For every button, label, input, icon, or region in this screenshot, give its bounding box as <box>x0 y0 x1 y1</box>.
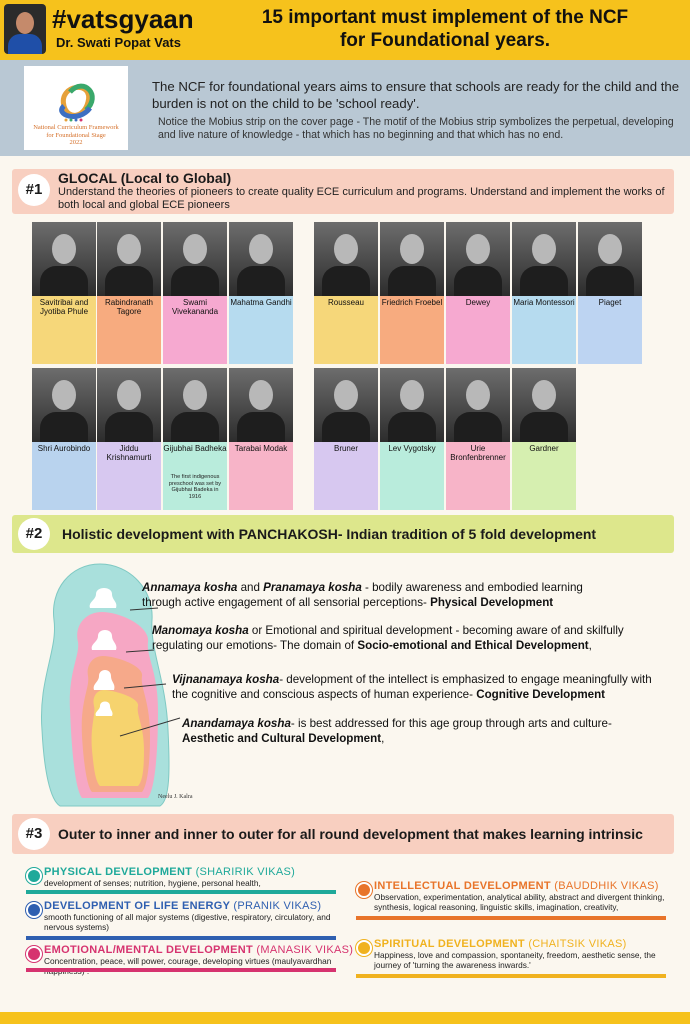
pioneer-card <box>229 368 293 510</box>
development-underline <box>26 890 336 894</box>
kosha-name: Manomaya kosha <box>152 624 249 637</box>
pioneer-portrait <box>32 368 96 442</box>
development-title <box>44 944 353 956</box>
development-name: SPIRITUAL DEVELOPMENT <box>374 938 529 950</box>
kosha-description: - development of the intellect is emphasized to engage meaningfully with the cognitive and conscious aspects of human experience- <box>172 673 652 701</box>
development-hindi-name: (SHARIRIK VIKAS) <box>195 866 296 878</box>
kosha-domain: Cognitive Development <box>476 688 606 701</box>
pioneer-name: Dewey <box>465 298 491 307</box>
pioneer-card <box>32 368 96 510</box>
author-name: Dr. Swati Popat Vats <box>56 35 181 50</box>
pioneer-card <box>512 222 576 364</box>
kosha-end: , <box>588 639 592 652</box>
kosha-name: Annamaya kosha <box>142 581 238 594</box>
development-dot-icon <box>26 946 42 962</box>
kosha-domain: Physical Development <box>430 596 554 609</box>
pioneer-name: Friedrich Froebel <box>381 298 443 307</box>
development-underline <box>26 936 336 940</box>
footer-bar <box>0 1012 690 1024</box>
section-1-number: #1 <box>18 174 50 206</box>
pioneer-portrait <box>380 222 444 296</box>
development-underline <box>356 974 666 978</box>
development-dot-icon <box>356 882 372 898</box>
pioneer-portrait <box>446 368 510 442</box>
intro-text: The NCF for foundational years aims to ensure that schools are ready for the child and the burden is not on the child to be 'school ready'. <box>152 79 680 111</box>
development-title <box>44 900 321 912</box>
pioneer-card <box>380 222 444 364</box>
pioneer-portrait <box>314 222 378 296</box>
development-hindi-name: (MANASIK VIKAS) <box>256 944 354 956</box>
section-2-number: #2 <box>18 518 50 550</box>
kosha-end: , <box>381 732 385 745</box>
brand-block <box>0 0 200 56</box>
development-title <box>44 866 295 878</box>
development-dot-icon <box>356 940 372 956</box>
page-title <box>210 6 680 52</box>
kosha-item <box>182 716 662 746</box>
development-description: Happiness, love and compassion, spontaneity, freedom, aesthetic sense, the journey of 'turning the awareness inwards.' <box>374 950 656 970</box>
mobius-note: Notice the Mobius strip on the cover page - The motif of the Mobius strip symbolizes the perpetual, developing and live nature of knowledge - that which has no beginning and that which has no end. <box>158 116 674 141</box>
development-hindi-name: (BAUDDHIK VIKAS) <box>554 880 659 892</box>
section-1-subtitle: Understand the theories of pioneers to create quality ECE curriculum and programs. Understand and implement the works of both local and global ECE pioneers <box>58 186 665 211</box>
development-underline <box>356 916 666 920</box>
kosha-name: Vijnanamaya kosha <box>172 673 280 686</box>
development-name: INTELLECTUAL DEVELOPMENT <box>374 880 555 892</box>
logo-text-1: National Curriculum Framework <box>33 124 119 131</box>
author-avatar <box>4 4 46 54</box>
pioneer-card <box>314 222 378 364</box>
kosha-domain: Socio-emotional and Ethical Development <box>357 639 589 652</box>
kosha-name-2: Pranamaya kosha <box>263 581 362 594</box>
kosha-description: or Emotional and spiritual development - becoming aware of and skilfully regulating our emotions- The domain of <box>152 624 624 652</box>
section-1-title: GLOCAL (Local to Global) <box>58 170 232 186</box>
logo-year: 2022 <box>69 139 83 146</box>
pioneer-portrait <box>512 368 576 442</box>
development-name: PHYSICAL DEVELOPMENT <box>44 866 196 878</box>
pioneer-name: Jiddu Krishnamurti <box>106 444 152 462</box>
pioneer-portrait <box>97 222 161 296</box>
pioneer-card <box>314 368 378 510</box>
development-description: smooth functioning of all major systems (digestive, respiratory, circulatory, and nervous systems) <box>44 912 331 932</box>
pioneer-name: Rousseau <box>327 298 365 307</box>
kosha-name: Anandamaya kosha <box>182 717 291 730</box>
pioneer-name: Swami Vivekananda <box>171 298 219 316</box>
pioneer-name: Piaget <box>598 298 622 307</box>
pioneer-portrait <box>512 222 576 296</box>
development-item <box>26 944 354 984</box>
development-name: EMOTIONAL/MENTAL DEVELOPMENT <box>44 944 257 956</box>
pioneer-portrait <box>163 222 227 296</box>
pioneer-card <box>229 222 293 364</box>
pioneer-name: Savitribai and Jyotiba Phule <box>39 298 89 316</box>
development-name: DEVELOPMENT OF LIFE ENERGY <box>44 900 234 912</box>
artist-signature: Neelu J. Kalra <box>158 794 193 800</box>
pioneer-name: Maria Montessori <box>513 298 575 307</box>
kosha-description: - bodily awareness and embodied learning through active engagement of all sensorial perceptions- <box>142 581 583 609</box>
development-item <box>356 880 666 920</box>
pioneer-card <box>512 368 576 510</box>
development-title <box>374 880 659 892</box>
kosha-item <box>172 672 662 702</box>
pioneer-card <box>578 222 642 364</box>
pioneer-portrait <box>163 368 227 442</box>
section-3-number: #3 <box>18 818 50 850</box>
development-dot-icon <box>26 868 42 884</box>
pioneer-portrait <box>229 222 293 296</box>
kosha-description: - is best addressed for this age group through arts and culture- <box>290 717 612 730</box>
development-item <box>26 900 336 940</box>
pioneer-portrait <box>578 222 642 296</box>
pioneer-portrait <box>380 368 444 442</box>
pioneer-name: Urie Bronfenbrenner <box>450 444 506 462</box>
development-title <box>374 938 627 950</box>
pioneer-name: Shri Aurobindo <box>37 444 91 453</box>
hashtag: #vatsgyaan <box>52 4 194 34</box>
gijubhai-caption: The first indigenous preschool was set by Gijubhai Badeka in 1916 <box>168 474 222 500</box>
pioneer-card <box>446 222 510 364</box>
pioneer-card <box>446 368 510 510</box>
section-3-title: Outer to inner and inner to outer for all round development that makes learning intrinsic <box>58 826 643 842</box>
logo-text-2: for Foundational Stage <box>46 131 106 139</box>
pioneer-name: Gardner <box>529 444 559 453</box>
pioneer-portrait <box>229 368 293 442</box>
title-line-2: for Foundational years. <box>339 30 551 51</box>
development-dot-icon <box>26 902 42 918</box>
development-item <box>356 938 666 978</box>
pioneer-card <box>380 368 444 510</box>
section-2-title: Holistic development with PANCHAKOSH- Indian tradition of 5 fold development <box>62 526 597 542</box>
kosha-item <box>152 623 632 653</box>
pioneer-name: Gijubhai Badheka <box>163 444 227 453</box>
development-description: Observation, experimentation, analytical ability, abstract and divergent thinking, synthesis, logical reasoning, linguistic skills, imagination, creativity, <box>374 892 665 912</box>
pioneer-card <box>163 222 227 364</box>
title-line-1: 15 important must implement of the NCF <box>261 7 629 28</box>
pioneer-name: Lev Vygotsky <box>388 444 436 453</box>
pioneer-portrait <box>446 222 510 296</box>
pioneer-card <box>97 368 161 510</box>
pioneer-card <box>163 368 227 510</box>
development-hindi-name: (CHAITSIK VIKAS) <box>528 938 627 950</box>
kosha-item <box>142 580 612 610</box>
pioneer-card <box>32 222 96 364</box>
pioneer-portrait <box>314 368 378 442</box>
pioneer-name: Tarabai Modak <box>234 444 288 453</box>
ncf-logo-card <box>24 66 128 150</box>
pioneer-name: Mahatma Gandhi <box>230 298 292 307</box>
development-description: development of senses; nutrition, hygiene, personal health, <box>44 878 261 888</box>
kosha-domain: Aesthetic and Cultural Development <box>182 732 382 745</box>
pioneer-name: Rabindranath Tagore <box>104 298 154 316</box>
development-underline <box>26 968 336 972</box>
pioneer-card <box>97 222 161 364</box>
pioneer-portrait <box>97 368 161 442</box>
development-hindi-name: (PRANIK VIKAS) <box>233 900 322 912</box>
development-description: Concentration, peace, will power, courage, developing virtues (maulyavardhan <box>44 956 332 966</box>
pioneer-name: Bruner <box>333 444 358 453</box>
kosha-joiner: and <box>237 581 264 594</box>
pioneer-portrait <box>32 222 96 296</box>
